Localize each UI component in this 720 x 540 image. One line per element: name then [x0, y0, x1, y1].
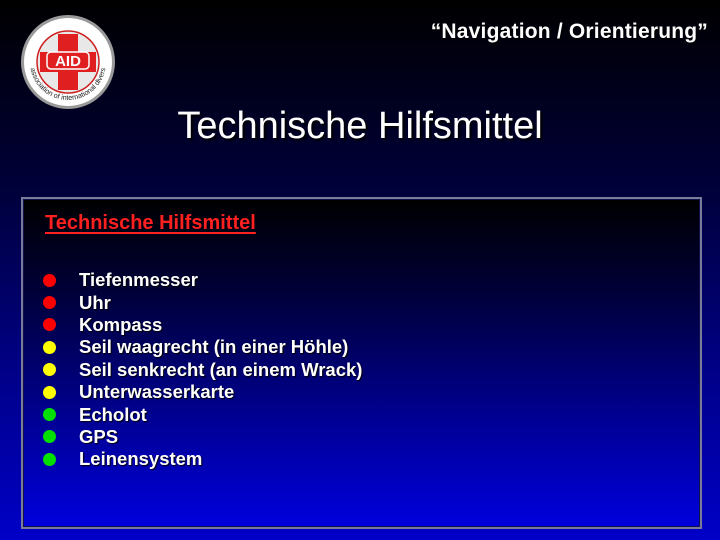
logo-ring-text: association of international divers: [28, 66, 108, 103]
bullet-dot: [43, 430, 56, 443]
list-item: [43, 448, 362, 470]
list-item-label: Unterwasserkarte: [79, 381, 235, 403]
content-heading: Technische Hilfsmittel: [45, 212, 256, 234]
bullet-dot: [43, 386, 56, 399]
slide-title: Technische Hilfsmittel: [177, 105, 543, 147]
list-item: [43, 269, 362, 291]
bullet-dot: [43, 341, 56, 354]
logo-name: AID: [55, 53, 81, 70]
list-item-label: Leinensystem: [79, 448, 203, 470]
list-item: [43, 359, 362, 381]
list-item-label: Seil senkrecht (an einem Wrack): [79, 358, 363, 380]
list-item: [43, 291, 362, 313]
list-item-label: Echolot: [79, 403, 147, 425]
bullet-dot: [43, 318, 56, 331]
list-item: [43, 426, 362, 448]
bullet-dot: [43, 274, 56, 287]
list-item: [43, 336, 362, 358]
bullet-dot: [43, 453, 56, 466]
list-item: [43, 381, 362, 403]
aid-logo: [18, 14, 118, 110]
content-box: [21, 197, 702, 529]
list-item-label: Uhr: [79, 291, 111, 313]
bullet-dot: [43, 296, 56, 309]
list-item: [43, 314, 362, 336]
list-item-label: Kompass: [79, 313, 163, 335]
list-item-label: Seil waagrecht (in einer Höhle): [79, 336, 349, 358]
list-item-label: GPS: [79, 425, 119, 447]
bullet-list: [43, 269, 362, 471]
bullet-dot: [43, 408, 56, 421]
list-item: [43, 403, 362, 425]
presentation-title: “Navigation / Orientierung”: [430, 20, 708, 43]
list-item-label: Tiefenmesser: [79, 269, 198, 291]
bullet-dot: [43, 363, 56, 376]
